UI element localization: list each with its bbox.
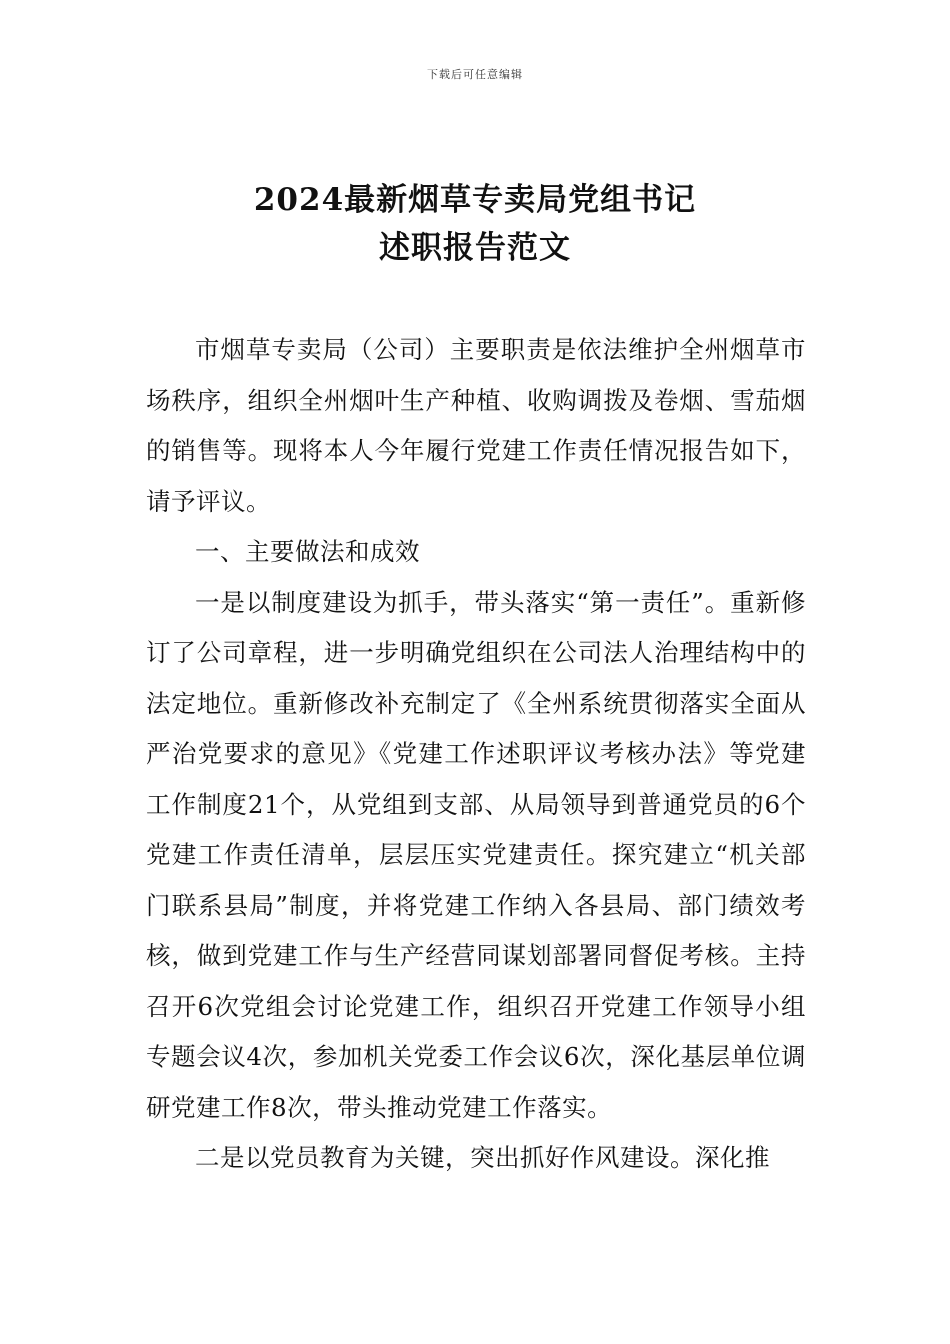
title-line-2: 述职报告范文 bbox=[379, 230, 571, 266]
header-note: 下载后可任意编辑 bbox=[427, 68, 523, 81]
document-body bbox=[146, 325, 806, 1184]
title-line-1: 2024最新烟草专卖局党组书记 bbox=[253, 182, 697, 218]
paragraph-first-point: 一是以制度建设为抓手，带头落实“第一责任”。重新修订了公司章程，进一步明确党组织在公司法人治理结构中的法定地位。重新修改补充制定了《全州系统贯彻落实全面从严治党要求的意见》《党建工作述职评议考核办法》等党建工作制度21个，从党组到支部、从局领导到普通党员的6个党建工作责任清单，层层压实党建责任。探究建立“机关部门联系县局”制度，并将党建工作纳入各县局、部门绩效考核，做到党建工作与生产经营同谋划部署同督促考核。主持召开6次党组会讨论党建工作，组织召开党建工作领导小组专题会议4次，参加机关党委工作会议6次，深化基层单位调研党建工作8次，带头推动党建工作落实。 bbox=[146, 587, 806, 1122]
paragraph-intro: 市烟草专卖局（公司）主要职责是依法维护全州烟草市场秩序，组织全州烟叶生产种植、收购调拨及卷烟、雪茄烟的销售等。现将本人今年履行党建工作责任情况报告如下，请予评议。 bbox=[146, 335, 806, 516]
document-title bbox=[0, 176, 950, 272]
section-heading-1: 一、主要做法和成效 bbox=[195, 537, 420, 566]
paragraph-second-point: 二是以党员教育为关键，突出抓好作风建设。深化推 bbox=[195, 1143, 770, 1172]
